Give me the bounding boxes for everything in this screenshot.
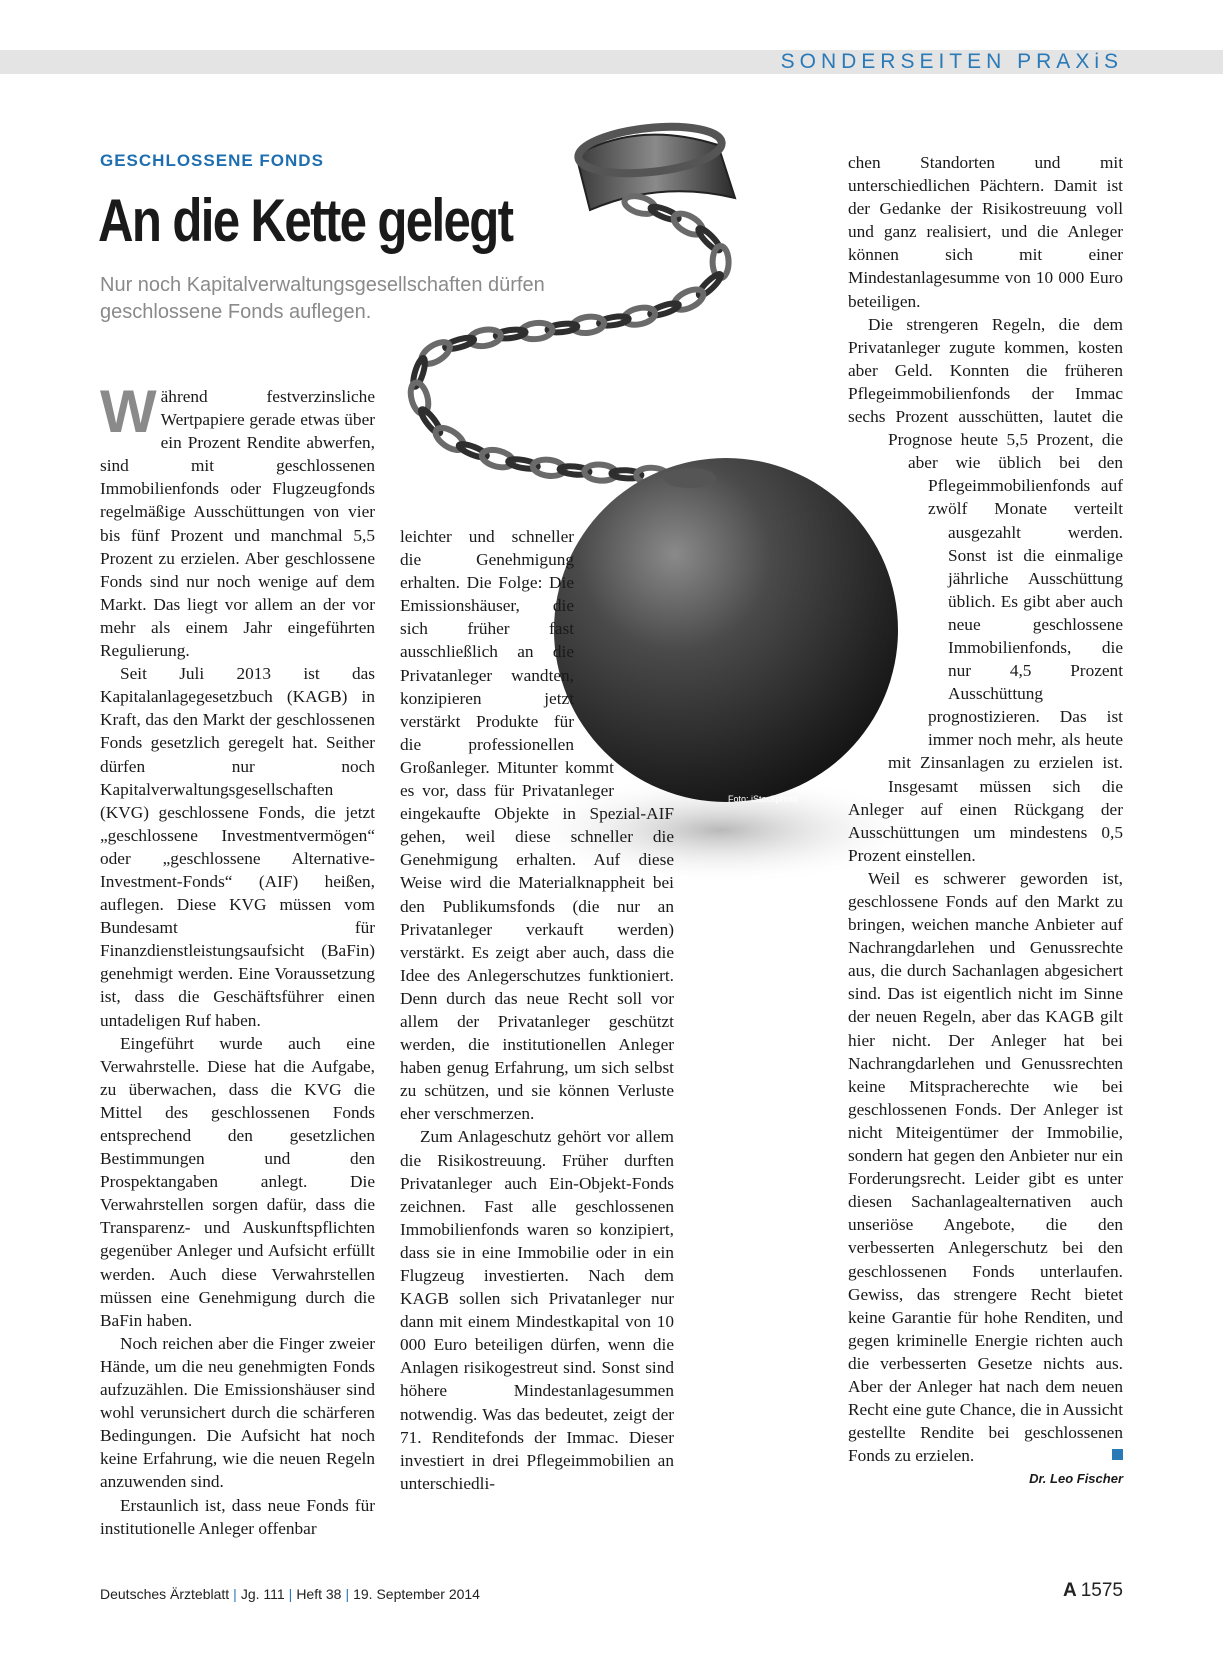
article-column-2 <box>400 525 674 1495</box>
col1-paragraph-1: Während festverzinsliche Wertpapiere gerade etwas über ein Prozent Rendite abwerfen, sind mit geschlossenen Immobilienfonds oder Flugzeugfonds regelmäßige Ausschüttungen von vier bis fünf Prozent und manchmal 5,5 Prozent zu erzielen. Aber geschlossene Fonds sind nur noch wenige auf dem Markt. Das liegt vor allem an der vor mehr als einem Jahr eingeführten Regulierung. <box>100 378 375 661</box>
article-column-1 <box>100 378 375 1540</box>
journal-issue: Heft 38 <box>296 1586 342 1602</box>
journal-name: Deutsches Ärzteblatt <box>100 1586 230 1602</box>
photo-credit: Foto: iStockphoto <box>728 794 799 804</box>
chain-link <box>418 407 443 436</box>
col2-paragraph-1: leichter und schneller die Genehmigung erhalten. Die Folge: Die Emissionshäuser, die sich früher fast ausschließlich an die Privatanleger wandten, konzipieren jetzt verstärkt Produkte für die professionellen Großanleger. Mitunter kommt es vor, dass für Privatanleger eingekaufte Objekte in Spezial-AIF gehen, weil diese schneller die Genehmigung erhalten. Auf diese Weise wird die Materialknappheit bei den Publikumsfonds (die nur an Privatanleger verkauft werden) verstärkt. Es zeigt aber auch, dass die Idee des Anlegerschutzes funktioniert. Denn durch das neue Recht soll vor allem der Privatanleger geschützt werden, die institutionellen Anleger haben genug Erfahrung, um sich selbst zu schützen, und sie können Verluste eher verschmerzen. <box>400 527 674 1124</box>
shackle-cuff <box>576 121 735 210</box>
image-wrap-spacer <box>848 656 948 702</box>
image-wrap-spacer <box>574 525 674 755</box>
image-wrap-spacer <box>848 748 888 794</box>
col1-paragraph-2: Seit Juli 2013 ist das Kapitalanlagegesetzbuch (KAGB) in Kraft, das den Markt der geschlossenen Fonds gesetzlich geregelt hat. Seither dürfen nur noch Kapitalverwaltungsgesellschaften (KVG) geschlossene Fonds, die jetzt „geschlossene Investmentvermögen“ oder „geschlossene Alternative-Investment-Fonds“ (AIF) heißen, auflegen. Diese KVG müssen vom Bundesamt für Finanzdienstleistungsaufsicht (BaFin) genehmigt werden. Eine Voraussetzung ist, dass die Geschäftsführer einen untadeligen Ruf haben. <box>100 664 375 1030</box>
page-number: A 1575 <box>1062 1580 1123 1601</box>
drop-cap: W <box>100 378 157 445</box>
col1-paragraph-5: Erstaunlich ist, dass neue Fonds für institutionelle Anleger offenbar <box>100 1495 375 1538</box>
article-column-3 <box>848 151 1123 1490</box>
image-wrap-spacer <box>848 541 948 610</box>
col1-paragraph-3: Eingeführt wurde auch eine Verwahrstelle. Diese hat die Aufgabe, zu überwachen, dass die KVG die Mittel des geschlossenen Fonds entsprechend den gesetzlichen Bestimmungen und den Prospektangaben anlegt. Die Verwahrstellen sorgen dafür, dass die Transparenz- und Auskunftspflichten gegenüber Anleger und Aufsicht erfüllt werden. Auch diese Verwahrstellen müssen eine Genehmigung durch die BaFin haben. <box>100 1033 375 1330</box>
page-footer: Deutsches Ärzteblatt | Jg. 111 | Heft 38 | 19. September 2014 <box>100 1586 480 1602</box>
section-label: SONDERSEITEN PRAXiS <box>780 50 1123 73</box>
col3-paragraph-3: Weil es schwerer geworden ist, geschlossene Fonds auf den Markt zu bringen, weichen manche Anbieter auf Nachrangdarlehen und Genussrechte aus, die durch Sachanlagen abgesichert sind. Das ist eigentlich nicht im Sinne der neuen Regeln, aber das KAGB gilt hier nicht. Der Anleger hat bei Nachrangdarlehen und Genussrechten keine Mitspracherechte wie bei geschlossenen Fonds. Der Anleger ist nicht Miteigentümer der Immobilie, sondern hat gegen den Anbieter nur ein Forderungsrecht. Leider gibt es unter diesen Sachanlagealternativen auch unseriöse Angebote, die den verbesserten Anlegerschutz bei den geschlossenen Fonds unterlaufen. Gewiss, das strengere Recht bietet keine Garantie für hohe Renditen, und gegen kriminelle Energie richten auch die verbesserten Gesetze nichts aus. Aber der Anleger hat nach dem neuen Recht eine gute Chance, die in Aussicht gestellte Rendite bei geschlossenen Fonds zu erzielen. <box>848 868 1123 1466</box>
article-kicker: GESCHLOSSENE FONDS <box>100 151 324 170</box>
end-mark-square <box>1112 1449 1123 1460</box>
image-wrap-spacer <box>848 473 908 495</box>
col3-paragraph-2: Die strengeren Regeln, die dem Privatanleger zugute kommen, kosten aber Geld. Konnten die früheren Pflegeimmobilienfonds der Immac sechs Prozent ausschütten, lautet die Prognose heute 5,5 Prozent, die aber wie üblich bei den Pflegeimmobilienfonds auf zwölf Monate verteilt ausgezahlt werden. Sonst ist die einmalige jährliche Ausschüttung üblich. Es gibt aber auch neue geschlossene Immobilienfonds, die nur 4,5 Prozent Ausschüttung prognostizieren. Das ist immer noch mehr, als heute mit Zinsanlagen zu erzielen ist. Insgesamt müssen sich die Anleger auf einen Rückgang der Ausschüttungen um mindestens 0,5 Prozent einstellen. <box>848 314 1123 865</box>
image-wrap-spacer <box>848 702 928 748</box>
col2-paragraph-2: Zum Anlageschutz gehört vor allem die Risikostreuung. Früher durften Privatanleger auch Ein-Objekt-Fonds zeichnen. Fast alle geschlossenen Immobilienfonds waren so konzipiert, dass sie in eine Immobilie oder in ein Flugzeug investierten. Nach dem KAGB sollen sich Privatanleger nur dann mit einem Mindestkapital von 10 000 Euro beteiligen dürfen, wenn die Anlagen risikogestreut sind. Sonst sind höhere Mindestanlagesummen notwendig. Was das bedeutet, zeigt der 71. Renditefonds der Immac. Dieser investiert in drei Pflegeimmobilien an unterschiedli- <box>400 1127 674 1493</box>
ball-eyelet <box>664 468 716 488</box>
article-deck: Nur noch Kapitalverwaltungsgesellschaften dürfen geschlossene Fonds auflegen. <box>100 274 545 323</box>
journal-volume: Jg. 111 <box>240 1586 285 1602</box>
image-wrap-spacer <box>614 755 674 785</box>
col1-paragraph-4: Noch reichen aber die Finger zweier Hände, um die neu genehmigten Fonds aufzuzählen. Die Emissionshäuser sind wohl verunsichert durch die schärferen Bedingungen. Die Aufsicht hat noch keine Erfahrung, wie die neuen Regeln anzuwenden sind. <box>100 1333 375 1492</box>
article-author: Dr. Leo Fischer <box>1029 1471 1123 1487</box>
col3-paragraph-1: chen Standorten und mit unterschiedlichen Pächtern. Damit ist der Gedanke der Risikostreuung voll und ganz realisiert, und die Anleger können sich mit einer Mindestanlagesumme von 10 000 Euro beteiligen. <box>848 153 1123 311</box>
journal-date: 19. September 2014 <box>353 1586 480 1602</box>
article-headline: An die Kette gelegt <box>98 187 513 254</box>
image-wrap-spacer <box>848 451 888 473</box>
image-wrap-spacer <box>848 610 948 656</box>
image-wrap-spacer <box>848 495 928 541</box>
